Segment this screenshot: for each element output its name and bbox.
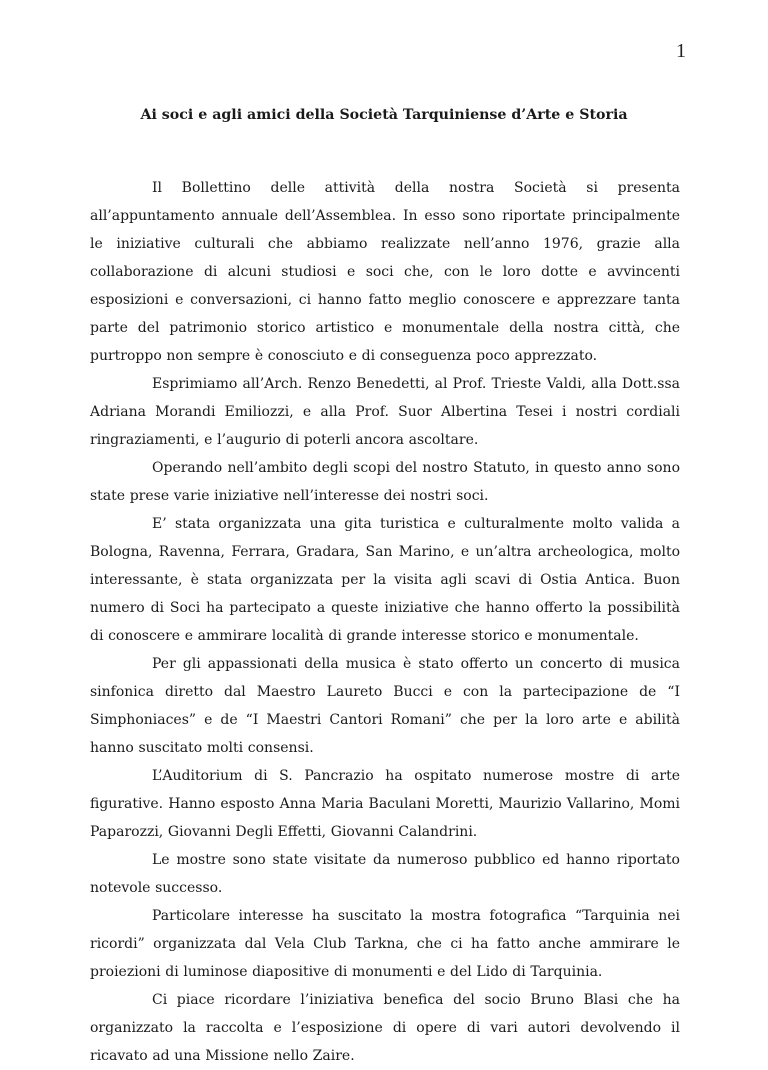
paragraph-intro: Il Bollettino delle attività della nostra Società si presenta all’appuntamento annuale dell’Assemblea. In esso sono riportate principalmente le iniziative culturali che abbiamo realizzate nell’anno 1976, grazie alla collaborazione di alcuni studiosi e soci che, con le loro dotte e avvincenti esposizioni e conversazioni, ci hanno fatto meglio conoscere e apprezzare tanta parte del patrimonio storico artistico e monumentale della nostra città, che purtroppo non sempre è conosciuto e di conseguenza poco apprezzato. [90,180,680,364]
paragraph-exhibitions: Le mostre sono state visitate da numeroso pubblico ed hanno riportato notevole successo. [90,852,680,896]
paragraph-thanks: Esprimiamo all’Arch. Renzo Benedetti, al Prof. Trieste Valdi, alla Dott.ssa Adriana Morandi Emiliozzi, e alla Prof. Suor Albertina Tesei i nostri cordiali ringraziamenti, e l’augurio di poterli ancora ascoltare. [90,376,680,448]
document-body [90,174,680,1070]
document-title: Ai soci e agli amici della Società Tarquiniense d’Arte e Storia [140,107,628,123]
paragraph-photo-exhibition: Particolare interesse ha suscitato la mostra fotografica “Tarquinia nei ricordi” organizzata dal Vela Club Tarkna, che ci ha fatto anche ammirare le proiezioni di luminose diapositive di monumenti e del Lido di Tarquinia. [90,908,680,980]
paragraph-auditorium: L’Auditorium di S. Pancrazio ha ospitato numerose mostre di arte figurative. Hanno esposto Anna Maria Baculani Moretti, Maurizio Vallarino, Momi Paparozzi, Giovanni Degli Effetti, Giovanni Calandrini. [90,768,680,840]
paragraph-charity: Ci piace ricordare l’iniziativa benefica del socio Bruno Blasi che ha organizzato la raccolta e l’esposizione di opere di vari autori devolvendo il ricavato ad una Missione nello Zaire. [90,992,680,1064]
paragraph-concert: Per gli appassionati della musica è stato offerto un concerto di musica sinfonica diretto dal Maestro Laureto Bucci e con la partecipazione de “I Simphoniaces” e de “I Maestri Cantori Romani” che per la loro arte e abilità hanno suscitato molti consensi. [90,656,680,756]
page-number: 1 [676,40,686,62]
paragraph-trips: E’ stata organizzata una gita turistica e culturalmente molto valida a Bologna, Ravenna, Ferrara, Gradara, San Marino, e un’altra archeologica, molto interessante, è stata organizzata per la visita agli scavi di Ostia Antica. Buon numero di Soci ha partecipato a queste iniziative che hanno offerto la possibilità di conoscere e ammirare località di grande interesse storico e monumentale. [90,516,680,644]
paragraph-initiatives: Operando nell’ambito degli scopi del nostro Statuto, in questo anno sono state prese varie iniziative nell’interesse dei nostri soci. [90,460,680,504]
